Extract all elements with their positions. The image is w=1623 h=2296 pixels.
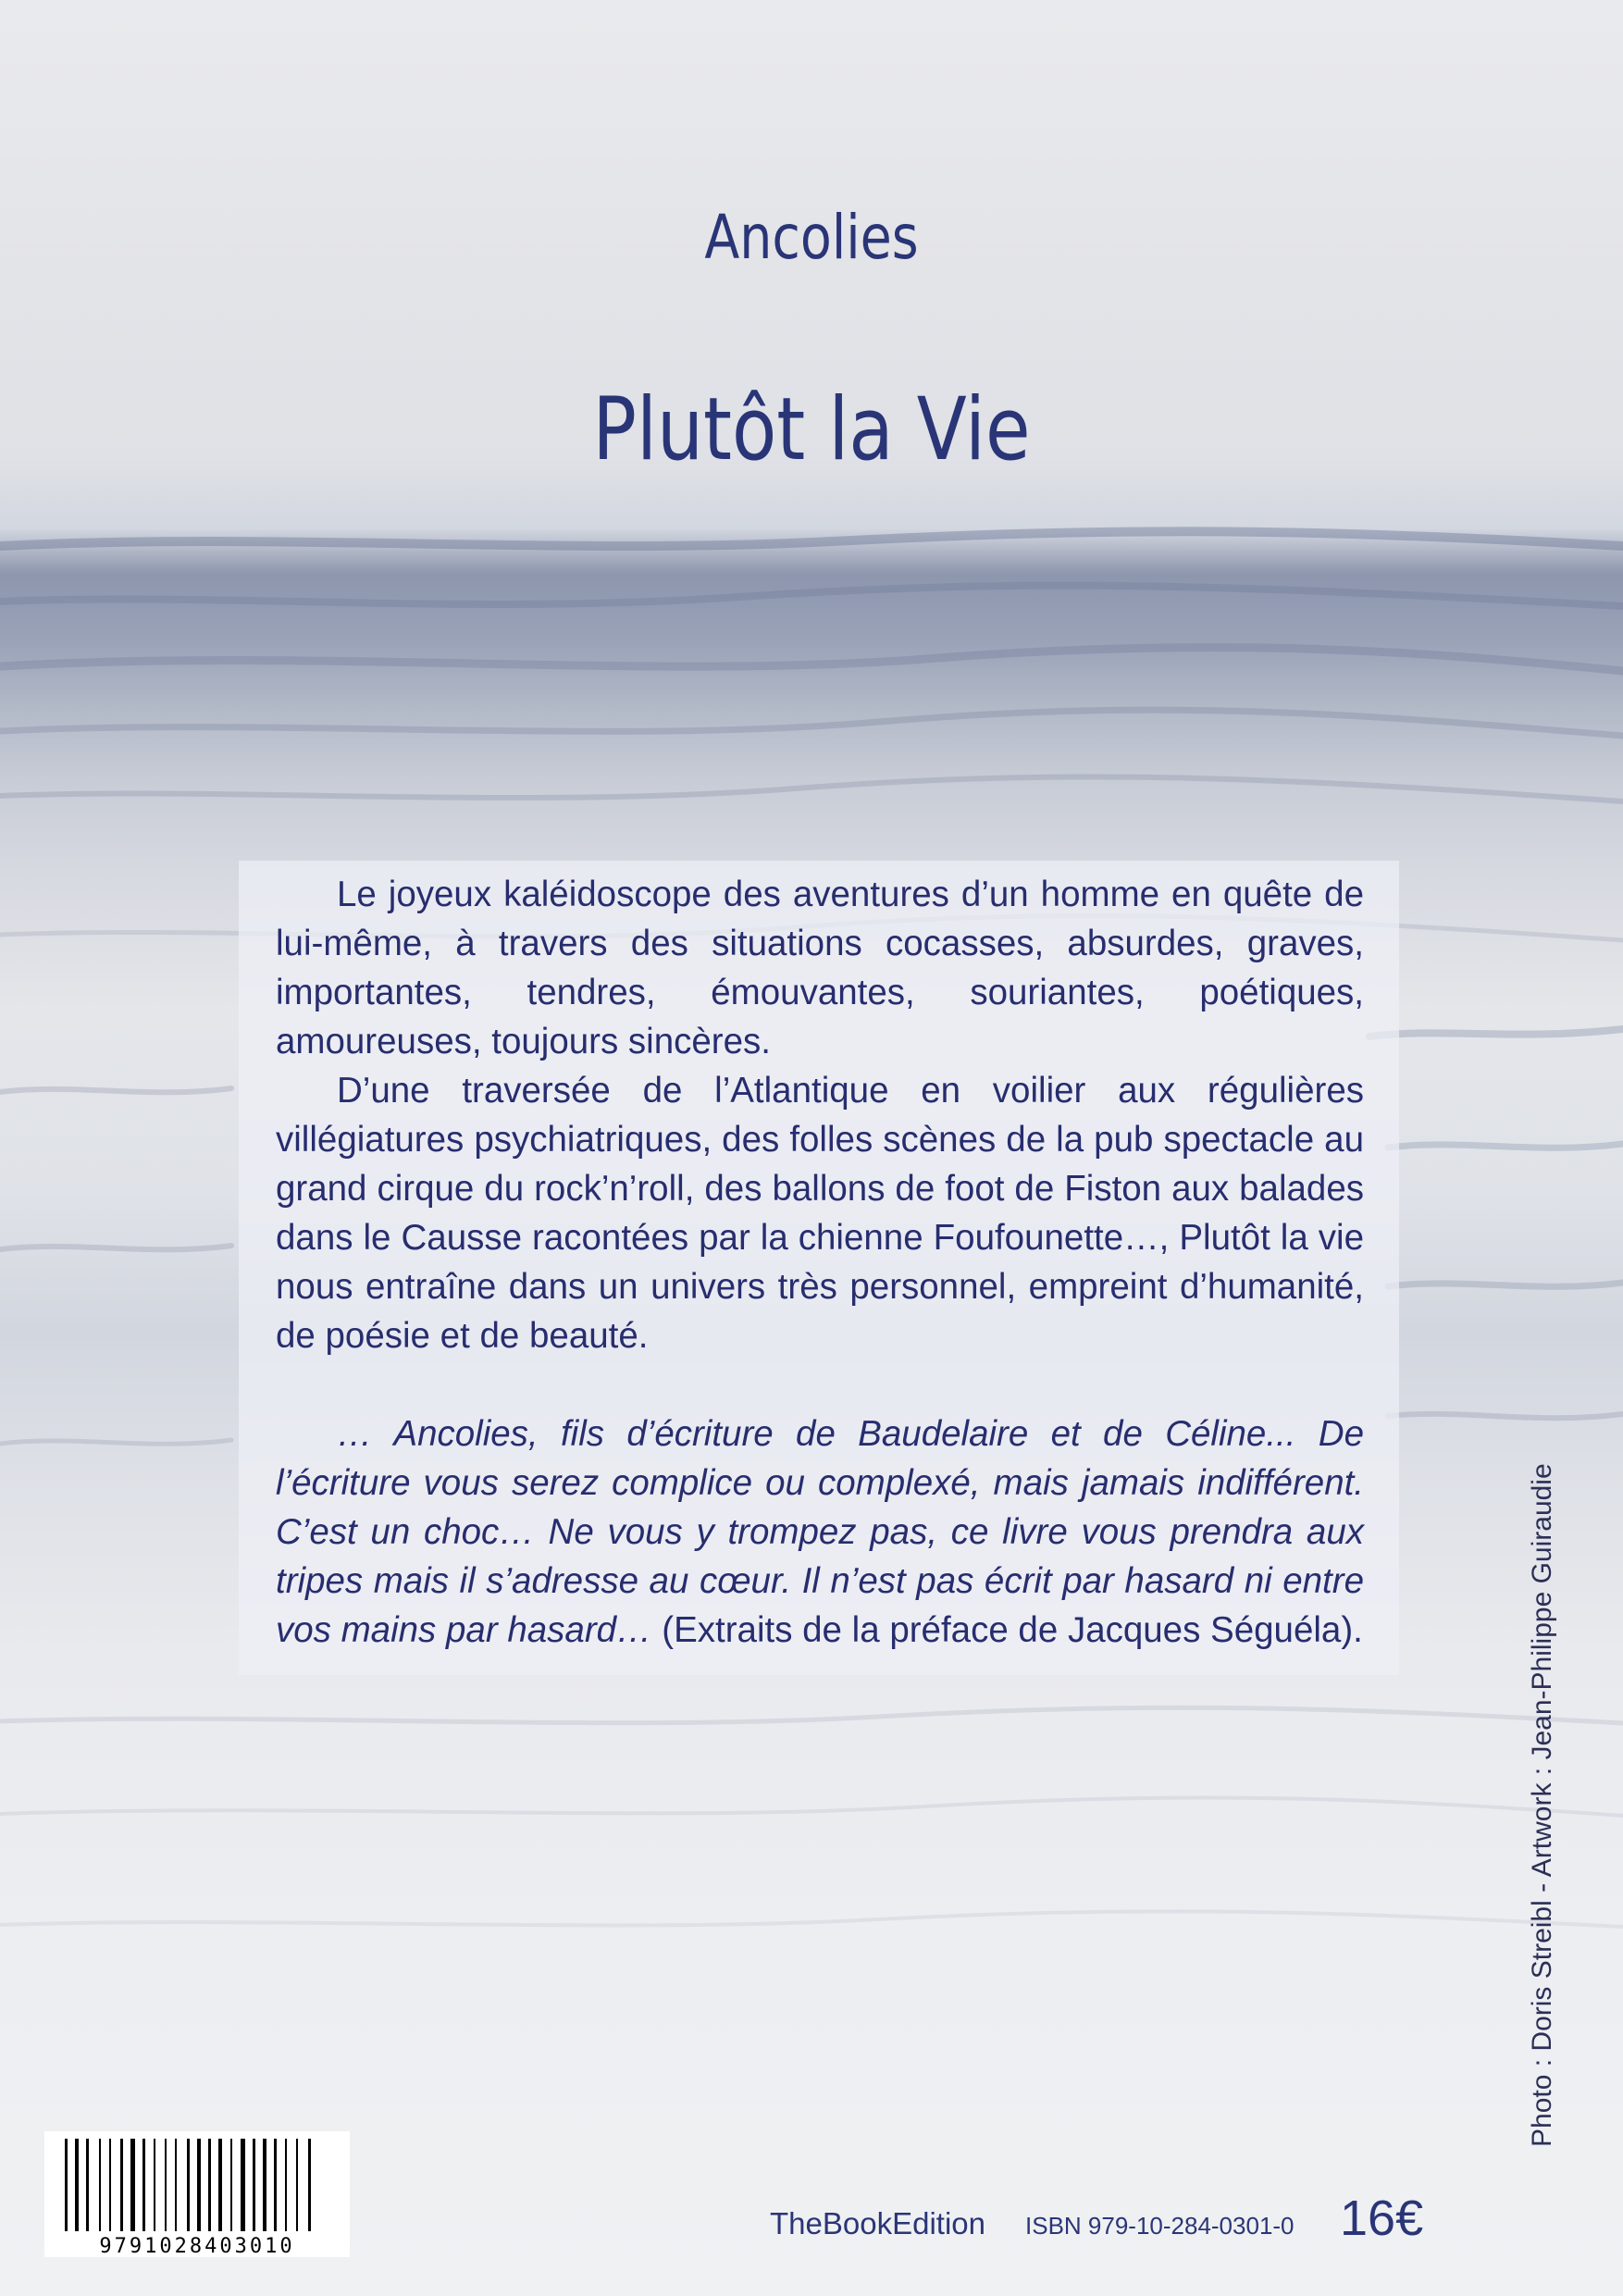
barcode-bar: [75, 2139, 79, 2231]
book-title: Plutôt la Vie: [592, 379, 1031, 480]
barcode-bar: [175, 2139, 177, 2231]
blurb-paragraph-1: Le joyeux kaléidoscope des aventures d’un homme en quête de lui-même, à travers des situations cocasses, absurdes, graves, importantes, tendres, émouvantes, souriantes, poétiques, amoureuses, toujours sincères.: [276, 875, 1364, 1061]
isbn-barcode: [44, 2131, 350, 2257]
barcode-bar: [197, 2139, 201, 2231]
barcode-bar: [296, 2139, 298, 2231]
blurb-text: [276, 870, 1364, 1655]
author-name: Ancolies: [704, 202, 919, 273]
quote-italic-text: … Ancolies, fils d’écriture de Baudelaire et de Céline... De l’écriture vous serez complice ou complexé, mais jamais indifférent. C’est un choc… Ne vous y trompez pas, ce livre vous prendra aux tripes mais il s’adresse au cœur. Il n’est pas écrit par hasard ni entre vos mains par hasard…: [276, 1414, 1364, 1650]
barcode-bar: [187, 2139, 190, 2231]
barcode-bar: [263, 2139, 266, 2231]
barcode-bar: [208, 2139, 211, 2231]
barcode-bar: [109, 2139, 111, 2231]
publisher-name: TheBookEdition: [770, 2206, 985, 2240]
barcode-bar: [253, 2139, 255, 2231]
barcode-digits: 9791028403010: [99, 2235, 295, 2257]
barcode-bar: [218, 2139, 222, 2231]
barcode-bar: [154, 2139, 155, 2231]
barcode-bar: [165, 2139, 167, 2231]
barcode-bar: [241, 2139, 245, 2231]
barcode-bar: [65, 2139, 68, 2231]
barcode-bar: [274, 2139, 277, 2231]
barcode-bar: [285, 2139, 287, 2231]
barcode-bar: [130, 2139, 135, 2231]
photo-artwork-credits: Photo : Doris Streibl - Artwork : Jean-Philippe Guiraudie: [1527, 1463, 1557, 2147]
blurb-paragraph-2: D’une traversée de l’Atlantique en voilier aux régulières villégiatures psychiatriques, des folles scènes de la pub spectacle au grand cirque du rock’n’roll, des ballons de foot de Fiston aux balades dans le Causse racontées par la chienne Foufounette…, Plutôt la vie nous entraîne dans un univers très personnel, empreint d’humanité, de poésie et de beauté.: [276, 1071, 1364, 1356]
preface-quote: [276, 1409, 1364, 1655]
barcode-bar: [99, 2139, 101, 2231]
barcode-bar: [142, 2139, 145, 2231]
isbn-number: ISBN 979-10-284-0301-0: [1025, 2212, 1295, 2240]
quote-source: (Extraits de la préface de Jacques Séguéla).: [651, 1610, 1363, 1650]
barcode-bar: [86, 2139, 89, 2231]
price: 16€: [1340, 2191, 1424, 2246]
barcode-bar: [120, 2139, 123, 2231]
barcode-bar: [308, 2139, 311, 2231]
barcode-bar: [230, 2139, 232, 2231]
